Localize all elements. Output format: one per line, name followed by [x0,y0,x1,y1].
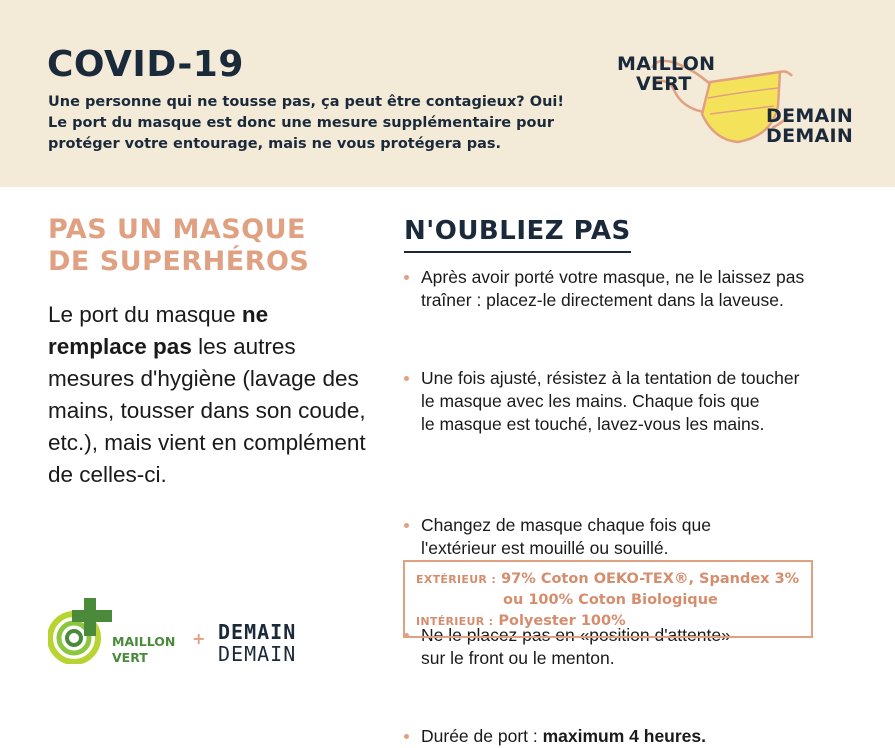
intro-text-emphasis: vous [336,136,376,152]
logo-top-maillon: MAILLON [617,53,716,75]
list-item-line: le masque est touché, lavez-vous les mains. [421,414,765,434]
logo-top-vert: VERT [636,73,692,95]
list-item-text: Durée de port : [421,726,543,746]
interior-line [416,613,626,629]
right-heading: N'OUBLIEZ PAS [404,214,631,253]
left-heading [48,214,368,278]
maillon-vert-demain-logo [612,48,862,148]
intro-text-part-2: protégera pas. [375,136,502,152]
list-item-line: Une fois ajusté, résistez à la tentation de toucher [421,368,800,388]
left-body-part-2: les autres mesures d'hygiène (lavage des mains, tousser dans son coude, etc.), mais vient en complément de celles-ci. [48,334,366,487]
list-item-line: Après avoir porté votre masque, ne le laissez pas [421,267,805,287]
bottom-logo-demain-2: DEMAIN [218,642,297,666]
plus-sign: + [192,629,206,648]
list-item-line [421,725,854,748]
exterior-value-2: ou 100% Coton Biologique [503,592,718,608]
bottom-logos [48,598,348,668]
exterior-label: EXTÉRIEUR : [416,573,497,586]
bullet-dot-icon [404,376,409,381]
list-item-line: traîner : placez-le directement dans la laveuse. [421,290,784,310]
fabric-composition-box [403,560,813,638]
interior-label: INTÉRIEUR : [416,615,494,628]
page-title: COVID-19 [47,44,244,85]
bullet-dot-icon [404,523,409,528]
intro-text [48,92,568,155]
exterior-value: 97% Coton OEKO-TEX®, Spandex 3% [496,571,800,587]
logo-top-demain-1: DEMAIN [766,105,854,127]
list-item-line: sur le front ou le menton. [421,648,615,668]
logo-top-demain-2: DEMAIN [766,125,854,147]
maillon-vert-logo-icon [48,598,114,664]
interior-value: Polyester 100% [493,613,626,629]
left-heading-line-1: PAS UN MASQUE [48,214,307,245]
exterior-line [416,571,799,587]
list-item-line: le masque avec les mains. Chaque fois que [421,391,760,411]
list-item-line: Changez de masque chaque fois que [421,515,711,535]
bullet-dot-icon [404,734,409,739]
bottom-logo-demain-1: DEMAIN [218,620,297,644]
list-item [404,367,854,436]
list-item-emphasis: maximum 4 heures. [542,726,707,746]
list-item-line: Ne le placez pas en «position d'attente» [421,625,731,645]
left-body-text [48,299,368,491]
intro-text-part-1: Une personne qui ne tousse pas, ça peut être contagieux? Oui! Le port du masque est donc une mesure supplémentaire pour protéger votre entourage, mais ne [48,94,564,152]
bullet-dot-icon [404,275,409,280]
bottom-logo-maillon: MAILLON [112,634,176,649]
header-band [0,0,895,187]
left-heading-line-2: DE SUPERHÉROS [48,246,310,277]
left-body-part-1: Le port du masque [48,302,242,327]
bottom-logo-vert: VERT [112,650,148,665]
list-item-line: l'extérieur est mouillé ou souillé. [421,538,669,558]
list-item [404,725,854,748]
list-item [404,266,854,312]
list-item [404,514,854,560]
left-body-emphasis: ne remplace pas [48,302,269,359]
